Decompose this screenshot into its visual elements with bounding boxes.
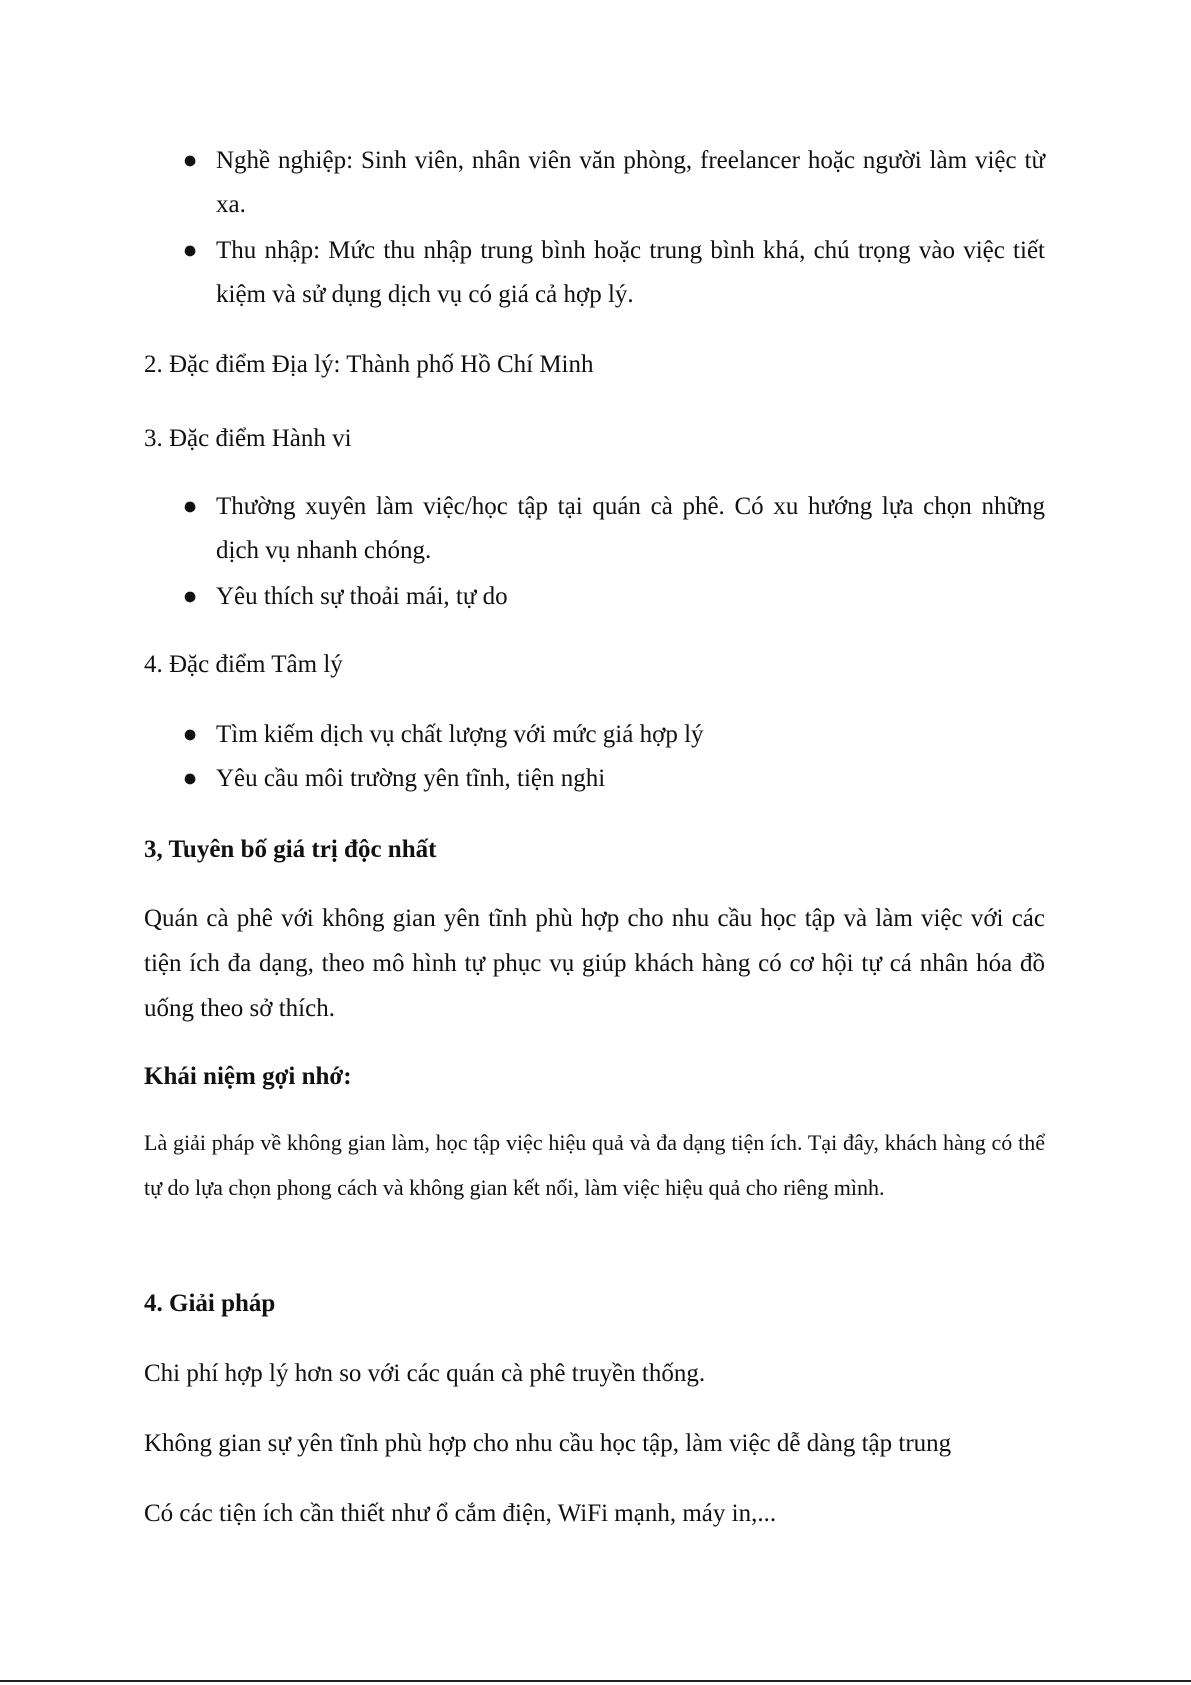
bullet-icon: ● (182, 583, 198, 610)
concept-body: Là giải pháp về không gian làm, học tập việc hiệu quả và đa dạng tiện ích. Tại đây, khách hàng có thể tự do lựa chọn phong cách và không gian kết nối, làm việc hiệu quả cho riêng mình. (144, 1130, 1045, 1200)
list-item-text: Nghề nghiệp: Sinh viên, nhân viên văn phòng, freelancer hoặc người làm việc từ xa. (216, 147, 1045, 218)
list-item (180, 757, 1045, 801)
usp-heading: 3, Tuyên bố giá trị độc nhất (144, 836, 437, 863)
solution-line: Chi phí hợp lý hơn so với các quán cà phê truyền thống. (144, 1360, 706, 1387)
solution-line: Có các tiện ích cần thiết như ổ cắm điện, WiFi mạnh, máy in,... (144, 1500, 777, 1527)
solution-line: Không gian sự yên tĩnh phù hợp cho nhu cầu học tập, làm việc dễ dàng tập trung (144, 1430, 952, 1457)
section-psychology: 4. Đặc điểm Tâm lý (144, 651, 343, 678)
bullet-icon: ● (182, 237, 198, 264)
list-item (180, 485, 1045, 573)
bullet-icon: ● (182, 493, 198, 520)
page-bottom-divider (0, 1680, 1191, 1682)
bullet-icon: ● (182, 721, 198, 748)
list-item-text: Yêu cầu môi trường yên tĩnh, tiện nghi (216, 765, 606, 792)
concept-heading: Khái niệm gợi nhớ: (144, 1063, 352, 1090)
list-item-text: Thu nhập: Mức thu nhập trung bình hoặc trung bình khá, chú trọng vào việc tiết kiệm và sử dụng dịch vụ có giá cả hợp lý. (216, 237, 1045, 308)
list-item (180, 229, 1045, 317)
list-item-text: Yêu thích sự thoải mái, tự do (216, 583, 508, 610)
section-geography: 2. Đặc điểm Địa lý: Thành phố Hồ Chí Minh (144, 351, 594, 378)
solution-heading: 4. Giải pháp (144, 1290, 276, 1317)
usp-body: Quán cà phê với không gian yên tĩnh phù hợp cho nhu cầu học tập và làm việc với các tiện ích đa dạng, theo mô hình tự phục vụ giúp khách hàng có cơ hội tự cá nhân hóa đồ uống theo sở thích. (144, 905, 1045, 1022)
list-item (180, 575, 1045, 619)
list-item (180, 713, 1045, 757)
list-item-text: Tìm kiếm dịch vụ chất lượng với mức giá hợp lý (216, 721, 704, 748)
bullet-icon: ● (182, 765, 198, 792)
list-item (180, 139, 1045, 227)
list-item-text: Thường xuyên làm việc/học tập tại quán cà phê. Có xu hướng lựa chọn những dịch vụ nhanh chóng. (216, 493, 1045, 564)
bullet-icon: ● (182, 147, 198, 174)
section-behavior: 3. Đặc điểm Hành vi (144, 425, 352, 452)
